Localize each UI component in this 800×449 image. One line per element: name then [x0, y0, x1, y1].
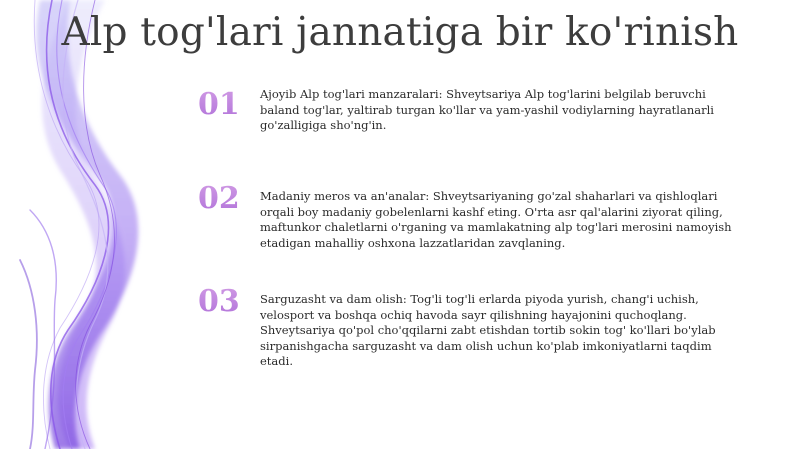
decorative-ribbon [0, 0, 200, 449]
item-number: 01 [198, 87, 240, 122]
item-text: Ajoyib Alp tog'lari manzaralari: Shveytsariya Alp tog'larini belgilab beruvchi baland tog'lar, yaltirab turgan ko'llar va yam-yashil vodiylarning hayratlanarli go'zalligiga sho'ng'in. [260, 87, 714, 132]
item-number: 02 [198, 181, 240, 216]
item-text: Madaniy meros va an'analar: Shveytsariyaning go'zal shaharlari va qishloqlari orqali boy madaniy gobelenlarni kashf eting. O'rta asr qal'alarini ziyorat qiling, maftunkor chaletlarni o'rganing va mamlakatning alp tog'lari merosini namoyish etadigan mahalliy oshxona lazzatlaridan zavqlaning. [260, 189, 732, 250]
item-number: 03 [198, 284, 240, 319]
page-title: Alp tog'lari jannatiga bir ko'rinish [61, 10, 739, 55]
item-text: Sarguzasht va dam olish: Tog'li tog'li erlarda piyoda yurish, chang'i uchish, velosport va boshqa ochiq havoda sayr qilishning hayajonini quchoqlang. Shveytsariya qo'pol cho'qqilarni zabt etishdan tortib sokin tog' ko'llari bo'ylab sirpanishgacha sarguzasht va dam olish uchun ko'plab imkoniyatlarni taqdim etadi. [260, 292, 716, 368]
